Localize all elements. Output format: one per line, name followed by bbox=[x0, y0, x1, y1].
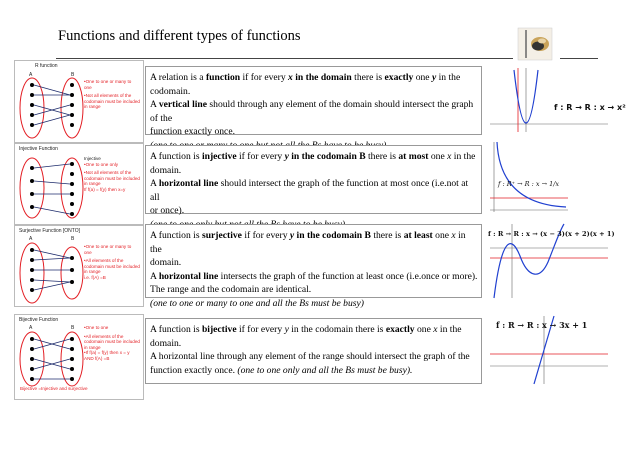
definition-line: function exactly once. (one to one only and all the Bs must be busy). bbox=[150, 364, 413, 376]
definition-bijective bbox=[145, 318, 482, 384]
panel-title: Surjective Function [ONTO] bbox=[19, 228, 81, 234]
definition-function bbox=[145, 66, 482, 138]
title-divider-right bbox=[560, 58, 598, 59]
definition-line: codomain. bbox=[150, 85, 191, 97]
set-b-label: B bbox=[71, 325, 75, 331]
set-a-label: A bbox=[29, 72, 33, 78]
definition-line: domain. bbox=[150, 164, 182, 176]
function-label: f : R⁺ → R : x → 1/x bbox=[498, 180, 560, 188]
graph-square bbox=[486, 66, 626, 136]
page-title: Functions and different types of functions bbox=[58, 28, 301, 44]
panel-title: R function bbox=[35, 63, 58, 69]
graph-linear bbox=[486, 314, 612, 386]
definition-line: domain. bbox=[150, 257, 182, 269]
definition-line: or once). bbox=[150, 205, 185, 217]
panel-title: Bijective Function bbox=[19, 317, 59, 323]
graph-reciprocal bbox=[486, 138, 612, 216]
panel-title: Injective Function bbox=[19, 146, 58, 152]
set-b-label: B bbox=[71, 72, 75, 78]
panel-note: •One to one bbox=[84, 325, 109, 330]
definition-line: A horizontal line through any element of the range should intersect the graph of the bbox=[150, 351, 470, 363]
definition-line: The range and the codomain are identical. bbox=[150, 284, 312, 296]
panel-r-function bbox=[14, 60, 144, 143]
definition-line: A horizontal line intersects the graph of the function at least once (i.e.once or more). bbox=[150, 270, 478, 282]
graph-cubic bbox=[486, 222, 615, 300]
panel-note: If f(a) = f(y) then x=y bbox=[84, 186, 126, 192]
definition-line: A function is injective if for every y in the codomain B there is at most one x in the bbox=[150, 151, 476, 162]
panel-note: •One to one or many to one bbox=[84, 79, 132, 90]
logo-icon bbox=[516, 26, 554, 62]
panel-note: •All elements of the codomain must be included in range bbox=[84, 258, 140, 275]
panel-injective bbox=[14, 143, 144, 225]
set-a-label: A bbox=[29, 325, 33, 331]
set-b-label: B bbox=[71, 236, 75, 242]
panel-note: •All elements of the codomain must be included in range bbox=[84, 333, 140, 350]
definition-injective bbox=[145, 145, 482, 217]
panel-note: •One to one or many to one bbox=[84, 244, 132, 255]
mapping-diagram bbox=[15, 154, 85, 224]
definition-line: A function is bijective if for every y in the codomain there is exactly one x in the bbox=[150, 324, 462, 335]
definition-line: function exactly once. bbox=[150, 126, 235, 138]
definition-line: (one to one or many to one and all the Bs must be busy) bbox=[150, 297, 364, 309]
definition-line: A horizontal line should intersect the graph of the function at most once (i.e.not at all bbox=[150, 178, 469, 203]
mapping-diagram bbox=[15, 240, 85, 306]
panel-heading: Injective bbox=[84, 156, 101, 161]
panel-note: •Not all elements of the codomain must be included in range bbox=[84, 93, 140, 110]
definition-surjective bbox=[145, 224, 482, 309]
definition-line: A function is surjective if for every y in the codomain B there is at least one x in the bbox=[150, 230, 466, 255]
definition-line: domain. bbox=[150, 337, 182, 349]
panel-note: •Not all elements of the codomain must be included in range bbox=[84, 170, 140, 187]
definition-line: A vertical line should through any element of the domain should intersect the graph of the bbox=[150, 99, 474, 124]
title-divider bbox=[56, 58, 513, 59]
panel-note: •One to one only bbox=[84, 161, 119, 167]
mapping-diagram bbox=[15, 329, 85, 391]
panel-note: i.e. f(A) =B bbox=[84, 274, 106, 280]
bijective-footer: Bijective =Injective and surjective bbox=[20, 386, 88, 391]
panel-surjective bbox=[14, 225, 144, 307]
function-label: f : R → R : x → (x − 3)(x + 2)(x + 1) bbox=[488, 230, 615, 238]
function-label: f : R → R : x → 3x + 1 bbox=[496, 320, 588, 330]
set-a-label: A bbox=[29, 236, 33, 242]
panel-note: •If f(a) = f(y) then x = y AND f(A) =B bbox=[84, 350, 130, 361]
function-label: f : R → R : x → x² bbox=[554, 103, 626, 112]
mapping-diagram bbox=[15, 75, 85, 141]
definition-line: A relation is a function if for every x in the domain there is exactly one y in the bbox=[150, 72, 461, 83]
